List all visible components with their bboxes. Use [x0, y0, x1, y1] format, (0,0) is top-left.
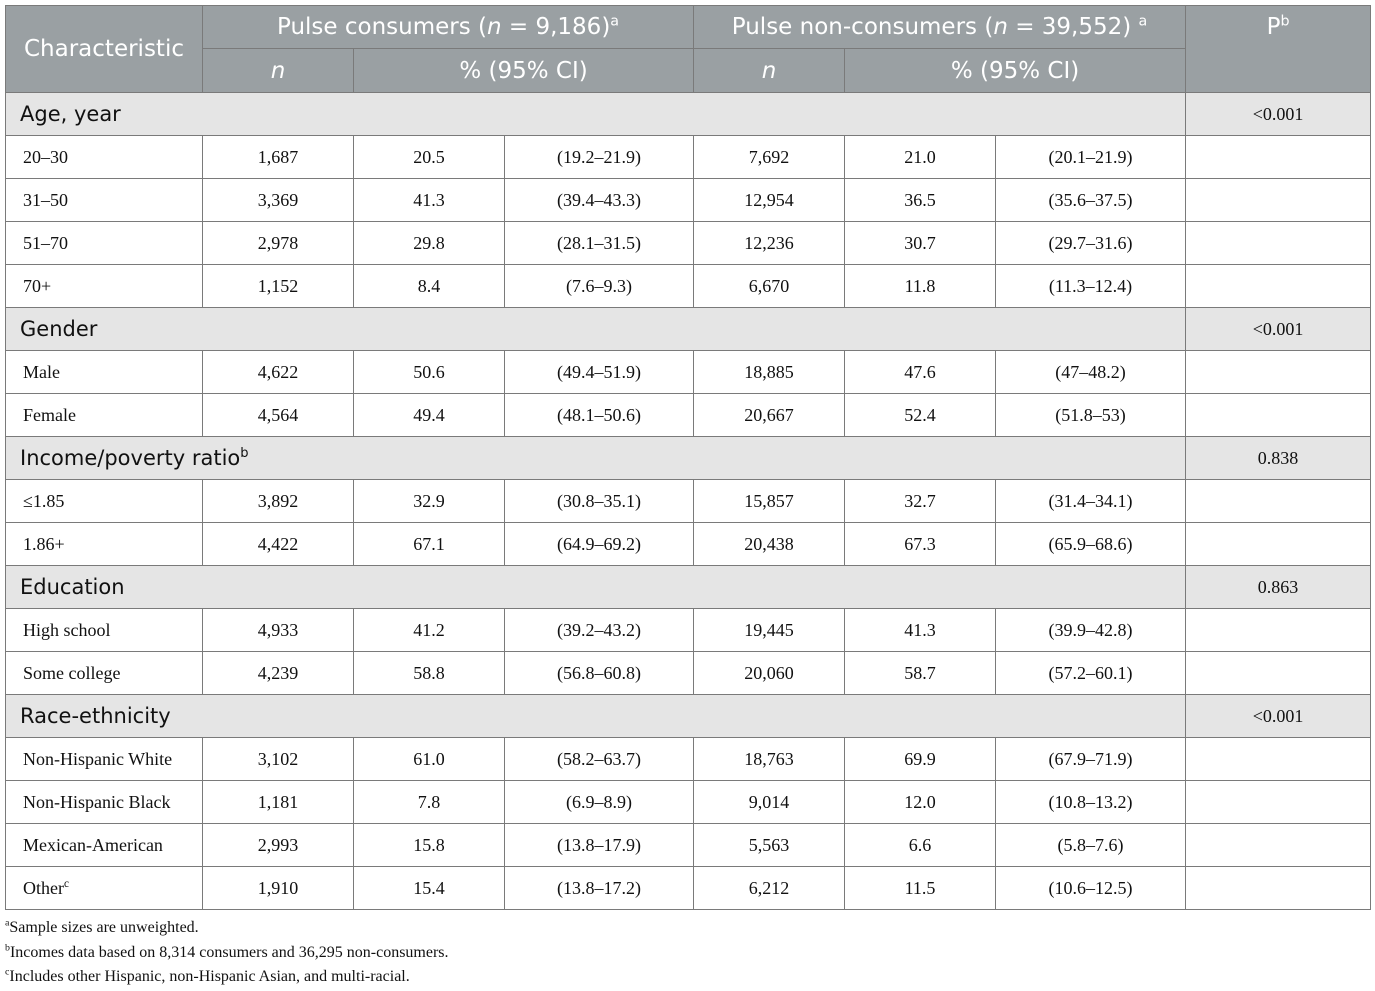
table-row — [6, 179, 1371, 222]
non-consumers-n-cell: 20,667 — [694, 394, 845, 437]
consumers-pct-cell: 15.8 — [354, 824, 505, 867]
section-label: Income/poverty ratio$^b$ — [6, 437, 1186, 480]
non-consumers-ci-cell: (65.9–68.6) — [996, 523, 1186, 566]
consumers-ci-cell: (48.1–50.6) — [505, 394, 694, 437]
non-consumers-pct-cell: 52.4 — [845, 394, 996, 437]
non-consumers-ci-cell: (29.7–31.6) — [996, 222, 1186, 265]
table-row — [6, 781, 1371, 824]
section-p-value: <0.001 — [1186, 308, 1371, 351]
consumers-pct-cell: 58.8 — [354, 652, 505, 695]
footnotes — [5, 916, 1370, 990]
non-consumers-ci-cell: (47–48.2) — [996, 351, 1186, 394]
section-label: Age, year — [6, 93, 1186, 136]
non-consumers-ci-cell: (11.3–12.4) — [996, 265, 1186, 308]
non-consumers-pct-cell: 36.5 — [845, 179, 996, 222]
footnote: $^c$Includes other Hispanic, non-Hispanic Asian, and multi-racial. — [5, 966, 410, 985]
table-row — [6, 652, 1371, 695]
non-consumers-pct-cell: 47.6 — [845, 351, 996, 394]
p-value-cell — [1186, 265, 1371, 308]
non-consumers-n-cell: 7,692 — [694, 136, 845, 179]
non-consumers-ci-cell: (51.8–53) — [996, 394, 1186, 437]
p-value-cell — [1186, 136, 1371, 179]
table-row — [6, 738, 1371, 781]
row-label: Non-Hispanic White — [6, 738, 203, 781]
section-p-value: 0.863 — [1186, 566, 1371, 609]
consumers-n-cell: 1,910 — [203, 867, 354, 910]
consumers-pct-cell: 67.1 — [354, 523, 505, 566]
header-characteristic: Characteristic — [6, 6, 203, 93]
table-row — [6, 222, 1371, 265]
consumers-ci-cell: (7.6–9.3) — [505, 265, 694, 308]
non-consumers-pct-cell: 58.7 — [845, 652, 996, 695]
non-consumers-ci-cell: (5.8–7.6) — [996, 824, 1186, 867]
consumers-n-cell: 3,102 — [203, 738, 354, 781]
consumers-ci-cell: (64.9–69.2) — [505, 523, 694, 566]
table-row — [6, 136, 1371, 179]
non-consumers-ci-cell: (67.9–71.9) — [996, 738, 1186, 781]
consumers-pct-cell: 7.8 — [354, 781, 505, 824]
table-row — [6, 867, 1371, 910]
consumers-n-cell: 4,239 — [203, 652, 354, 695]
row-label: Some college — [6, 652, 203, 695]
section-row — [6, 566, 1371, 609]
consumers-pct-cell: 29.8 — [354, 222, 505, 265]
non-consumers-pct-cell: 11.5 — [845, 867, 996, 910]
p-value-cell — [1186, 781, 1371, 824]
section-row — [6, 695, 1371, 738]
non-consumers-n-cell: 6,212 — [694, 867, 845, 910]
header-non-consumers-n: n — [694, 49, 845, 93]
table-header — [6, 6, 1371, 93]
consumers-n-cell: 4,564 — [203, 394, 354, 437]
section-label: Race-ethnicity — [6, 695, 1186, 738]
table-row — [6, 265, 1371, 308]
table-row — [6, 609, 1371, 652]
table-row — [6, 394, 1371, 437]
header-pulse-non-consumers: Pulse non-consumers (n = 39,552) $^a$ — [694, 6, 1186, 49]
row-label: 1.86+ — [6, 523, 203, 566]
demographics-table — [5, 5, 1371, 910]
non-consumers-ci-cell: (20.1–21.9) — [996, 136, 1186, 179]
non-consumers-n-cell: 15,857 — [694, 480, 845, 523]
row-label: Female — [6, 394, 203, 437]
non-consumers-n-cell: 18,763 — [694, 738, 845, 781]
non-consumers-pct-cell: 67.3 — [845, 523, 996, 566]
consumers-pct-cell: 50.6 — [354, 351, 505, 394]
non-consumers-pct-cell: 32.7 — [845, 480, 996, 523]
non-consumers-ci-cell: (39.9–42.8) — [996, 609, 1186, 652]
non-consumers-n-cell: 20,060 — [694, 652, 845, 695]
section-row — [6, 437, 1371, 480]
consumers-pct-cell: 15.4 — [354, 867, 505, 910]
consumers-ci-cell: (13.8–17.9) — [505, 824, 694, 867]
section-row — [6, 308, 1371, 351]
consumers-ci-cell: (39.2–43.2) — [505, 609, 694, 652]
consumers-ci-cell: (19.2–21.9) — [505, 136, 694, 179]
p-value-cell — [1186, 867, 1371, 910]
non-consumers-n-cell: 9,014 — [694, 781, 845, 824]
p-value-cell — [1186, 222, 1371, 265]
non-consumers-pct-cell: 41.3 — [845, 609, 996, 652]
row-label: Non-Hispanic Black — [6, 781, 203, 824]
row-label: 70+ — [6, 265, 203, 308]
consumers-pct-cell: 61.0 — [354, 738, 505, 781]
consumers-pct-cell: 32.9 — [354, 480, 505, 523]
non-consumers-n-cell: 20,438 — [694, 523, 845, 566]
consumers-n-cell: 2,978 — [203, 222, 354, 265]
p-value-cell — [1186, 179, 1371, 222]
table-row — [6, 523, 1371, 566]
non-consumers-pct-cell: 12.0 — [845, 781, 996, 824]
consumers-ci-cell: (56.8–60.8) — [505, 652, 694, 695]
consumers-n-cell: 1,181 — [203, 781, 354, 824]
table-container — [5, 5, 1370, 990]
consumers-pct-cell: 41.3 — [354, 179, 505, 222]
table-body — [6, 93, 1371, 910]
consumers-n-cell: 3,892 — [203, 480, 354, 523]
table-row — [6, 824, 1371, 867]
row-label: Male — [6, 351, 203, 394]
non-consumers-n-cell: 19,445 — [694, 609, 845, 652]
consumers-n-cell: 4,933 — [203, 609, 354, 652]
row-label: ≤1.85 — [6, 480, 203, 523]
row-label: 51–70 — [6, 222, 203, 265]
consumers-ci-cell: (39.4–43.3) — [505, 179, 694, 222]
non-consumers-ci-cell: (35.6–37.5) — [996, 179, 1186, 222]
consumers-ci-cell: (49.4–51.9) — [505, 351, 694, 394]
non-consumers-pct-cell: 21.0 — [845, 136, 996, 179]
footnote: $^a$Sample sizes are unweighted. — [5, 917, 199, 936]
non-consumers-ci-cell: (10.6–12.5) — [996, 867, 1186, 910]
row-label: Other$^c$ — [6, 867, 203, 910]
non-consumers-pct-cell: 11.8 — [845, 265, 996, 308]
section-p-value: 0.838 — [1186, 437, 1371, 480]
p-value-cell — [1186, 480, 1371, 523]
non-consumers-ci-cell: (57.2–60.1) — [996, 652, 1186, 695]
p-value-cell — [1186, 351, 1371, 394]
non-consumers-pct-cell: 69.9 — [845, 738, 996, 781]
consumers-n-cell: 4,622 — [203, 351, 354, 394]
non-consumers-pct-cell: 30.7 — [845, 222, 996, 265]
header-non-consumers-pct: % (95% CI) — [845, 49, 1186, 93]
p-value-cell — [1186, 824, 1371, 867]
non-consumers-ci-cell: (31.4–34.1) — [996, 480, 1186, 523]
consumers-ci-cell: (28.1–31.5) — [505, 222, 694, 265]
table-row — [6, 351, 1371, 394]
consumers-n-cell: 4,422 — [203, 523, 354, 566]
p-value-cell — [1186, 609, 1371, 652]
section-label: Gender — [6, 308, 1186, 351]
p-value-cell — [1186, 523, 1371, 566]
section-row — [6, 93, 1371, 136]
non-consumers-pct-cell: 6.6 — [845, 824, 996, 867]
consumers-n-cell: 2,993 — [203, 824, 354, 867]
consumers-pct-cell: 20.5 — [354, 136, 505, 179]
non-consumers-n-cell: 5,563 — [694, 824, 845, 867]
row-label: 20–30 — [6, 136, 203, 179]
consumers-pct-cell: 8.4 — [354, 265, 505, 308]
header-consumers-pct: % (95% CI) — [354, 49, 694, 93]
consumers-ci-cell: (13.8–17.2) — [505, 867, 694, 910]
row-label: High school — [6, 609, 203, 652]
p-value-cell — [1186, 652, 1371, 695]
p-value-cell — [1186, 738, 1371, 781]
table-row — [6, 480, 1371, 523]
header-pulse-consumers: Pulse consumers (n = 9,186)$^a$ — [203, 6, 694, 49]
consumers-ci-cell: (58.2–63.7) — [505, 738, 694, 781]
section-label: Education — [6, 566, 1186, 609]
section-p-value: <0.001 — [1186, 93, 1371, 136]
non-consumers-ci-cell: (10.8–13.2) — [996, 781, 1186, 824]
non-consumers-n-cell: 12,236 — [694, 222, 845, 265]
non-consumers-n-cell: 12,954 — [694, 179, 845, 222]
p-value-cell — [1186, 394, 1371, 437]
consumers-pct-cell: 41.2 — [354, 609, 505, 652]
consumers-n-cell: 3,369 — [203, 179, 354, 222]
row-label: Mexican-American — [6, 824, 203, 867]
non-consumers-n-cell: 6,670 — [694, 265, 845, 308]
non-consumers-n-cell: 18,885 — [694, 351, 845, 394]
section-p-value: <0.001 — [1186, 695, 1371, 738]
consumers-n-cell: 1,152 — [203, 265, 354, 308]
consumers-ci-cell: (6.9–8.9) — [505, 781, 694, 824]
consumers-n-cell: 1,687 — [203, 136, 354, 179]
consumers-pct-cell: 49.4 — [354, 394, 505, 437]
header-p-value: $P^b$ — [1186, 6, 1371, 93]
consumers-ci-cell: (30.8–35.1) — [505, 480, 694, 523]
header-consumers-n: n — [203, 49, 354, 93]
row-label: 31–50 — [6, 179, 203, 222]
footnote: $^b$Incomes data based on 8,314 consumers and 36,295 non-consumers. — [5, 942, 449, 961]
